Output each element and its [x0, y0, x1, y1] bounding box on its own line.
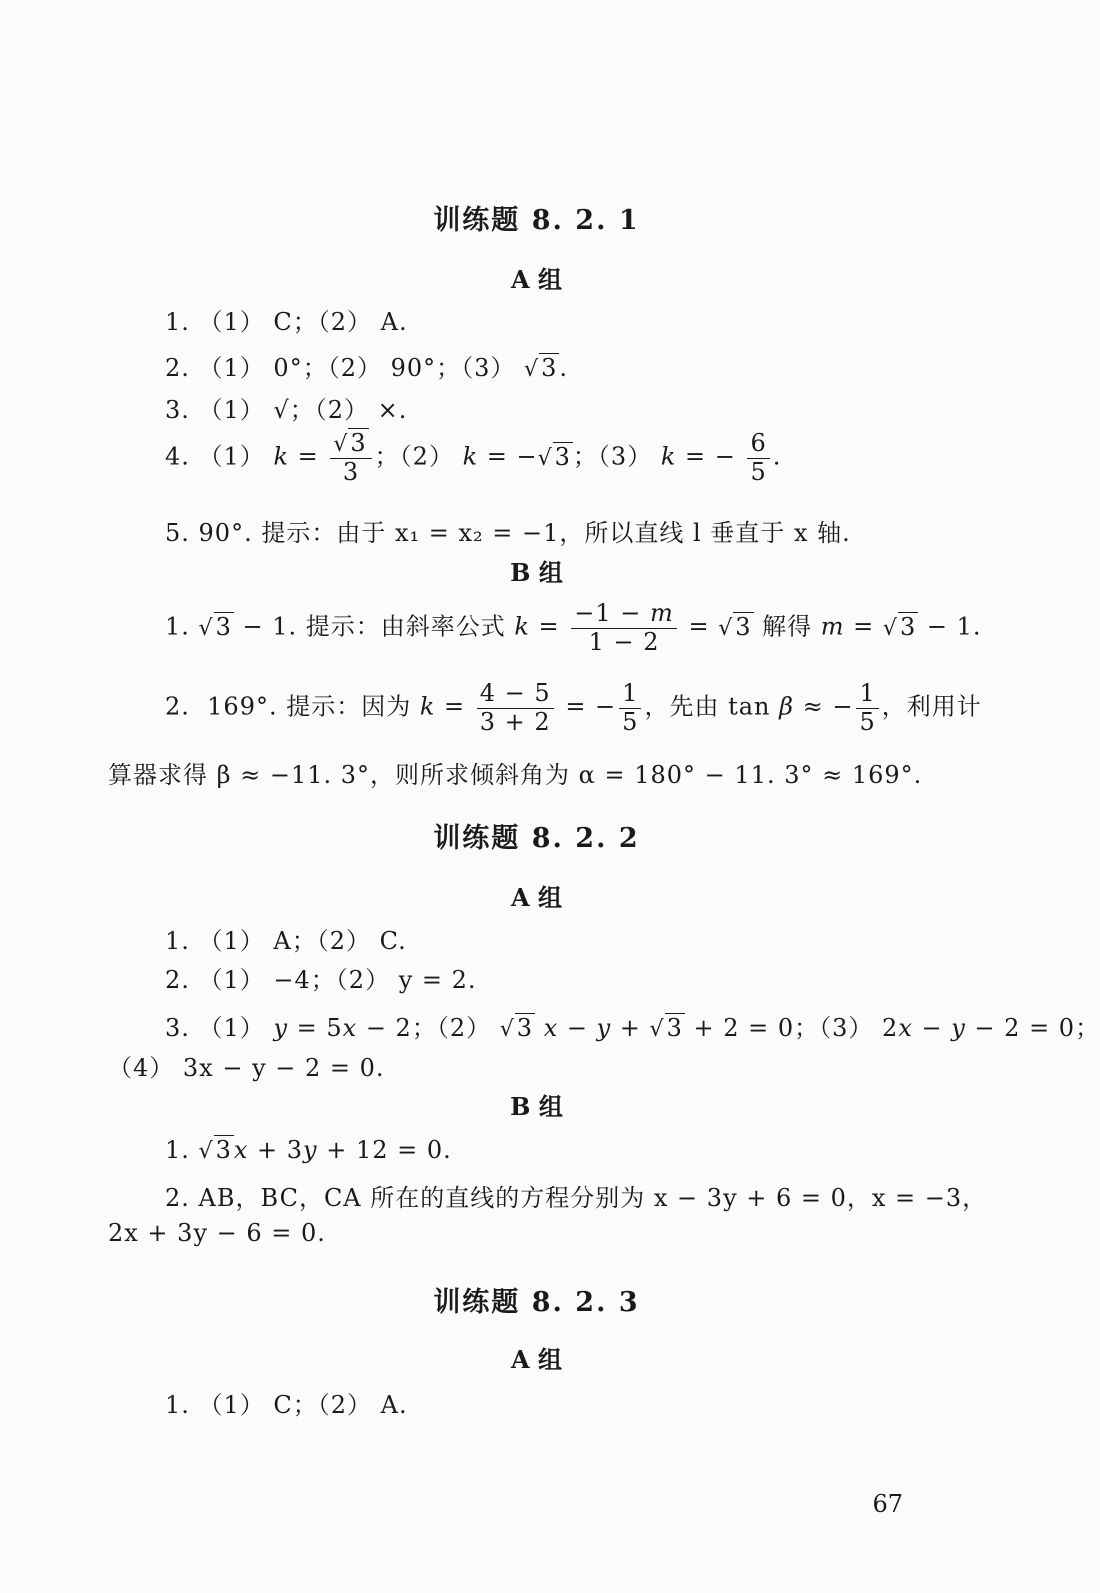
section-title-8-2-2: 训练题 8. 2. 2 — [433, 823, 640, 854]
answer-b2-line2: 2x + 3y − 6 = 0. — [108, 1219, 326, 1247]
answer-b1: 1. √3 − 1. 提示：由斜率公式 k = $\frac{-1 - m}{1 - 2}$ = √3 解得 m = √3 − 1. — [165, 599, 982, 656]
answer-a2: 2. （1） 0°；（2） 90°；（3） √3. — [165, 354, 568, 382]
answer-b2-line1: 2. AB，BC，CA 所在的直线的方程分别为 x − 3y + 6 = 0，x = −3， — [165, 1184, 988, 1212]
answer-a1: 1. （1） A；（2） C. — [165, 927, 407, 955]
group-b-heading: B 组 — [510, 558, 563, 587]
answer-a3-line1: 3. （1） y = 5x − 2；（2） √3 x − y + √3 + 2 = 0；（3） 2x − y − 2 = 0； — [165, 1014, 1100, 1042]
fraction-slope: $\frac{-1 - m}{1 - 2}$ — [571, 600, 677, 656]
section-title-8-2-1: 训练题 8. 2. 1 — [433, 205, 640, 236]
answer-a3: 3. （1） √；（2） ×. — [165, 396, 408, 424]
answer-a2: 2. （1） −4；（2） y = 2. — [165, 966, 477, 994]
fraction-k: $\frac{4 - 5}{3 + 2}$ — [477, 680, 554, 736]
section-title-8-2-3: 训练题 8. 2. 3 — [433, 1287, 640, 1318]
group-a-heading: A 组 — [511, 883, 562, 912]
answer-a5: 5. 90°. 提示：由于 x₁ = x₂ = −1，所以直线 l 垂直于 x 轴. — [165, 519, 851, 547]
answer-b2-line1: 2. 169°. 提示：因为 k = $\frac{4 - 5}{3 + 2}$ = − $\frac{1}{5}$ ，先由 tan β ≈ − $\frac{1}{5}$ ，利用计 — [165, 679, 982, 736]
group-b-heading: B 组 — [510, 1092, 563, 1121]
group-a-heading: A 组 — [511, 265, 562, 294]
answer-a3-line2: （4） 3x − y − 2 = 0. — [108, 1054, 385, 1082]
fraction-6-over-5: $\frac{6}{5}$ — [747, 430, 769, 486]
answer-a1: 1. （1） C；（2） A. — [165, 1391, 408, 1419]
answer-a1: 1. （1） C；（2） A. — [165, 308, 408, 336]
answer-b1: 1. √3x + 3y + 12 = 0. — [165, 1136, 452, 1164]
fraction-sqrt3-over-3: $\frac{√3}{3}$ — [330, 430, 371, 486]
answer-a4: 4. （1） k = $\frac{√3}{3}$ ；（2） k = −√3；（3） k = − $\frac{6}{5}$ . — [165, 429, 782, 486]
page-number: 67 — [872, 1490, 903, 1518]
group-a-heading: A 组 — [511, 1345, 562, 1374]
fraction-1-over-5b: $\frac{1}{5}$ — [856, 680, 878, 736]
answer-b2-line2: 算器求得 β ≈ −11. 3°，则所求倾斜角为 α = 180° − 11. 3° ≈ 169°. — [108, 761, 923, 789]
fraction-1-over-5: $\frac{1}{5}$ — [619, 680, 641, 736]
